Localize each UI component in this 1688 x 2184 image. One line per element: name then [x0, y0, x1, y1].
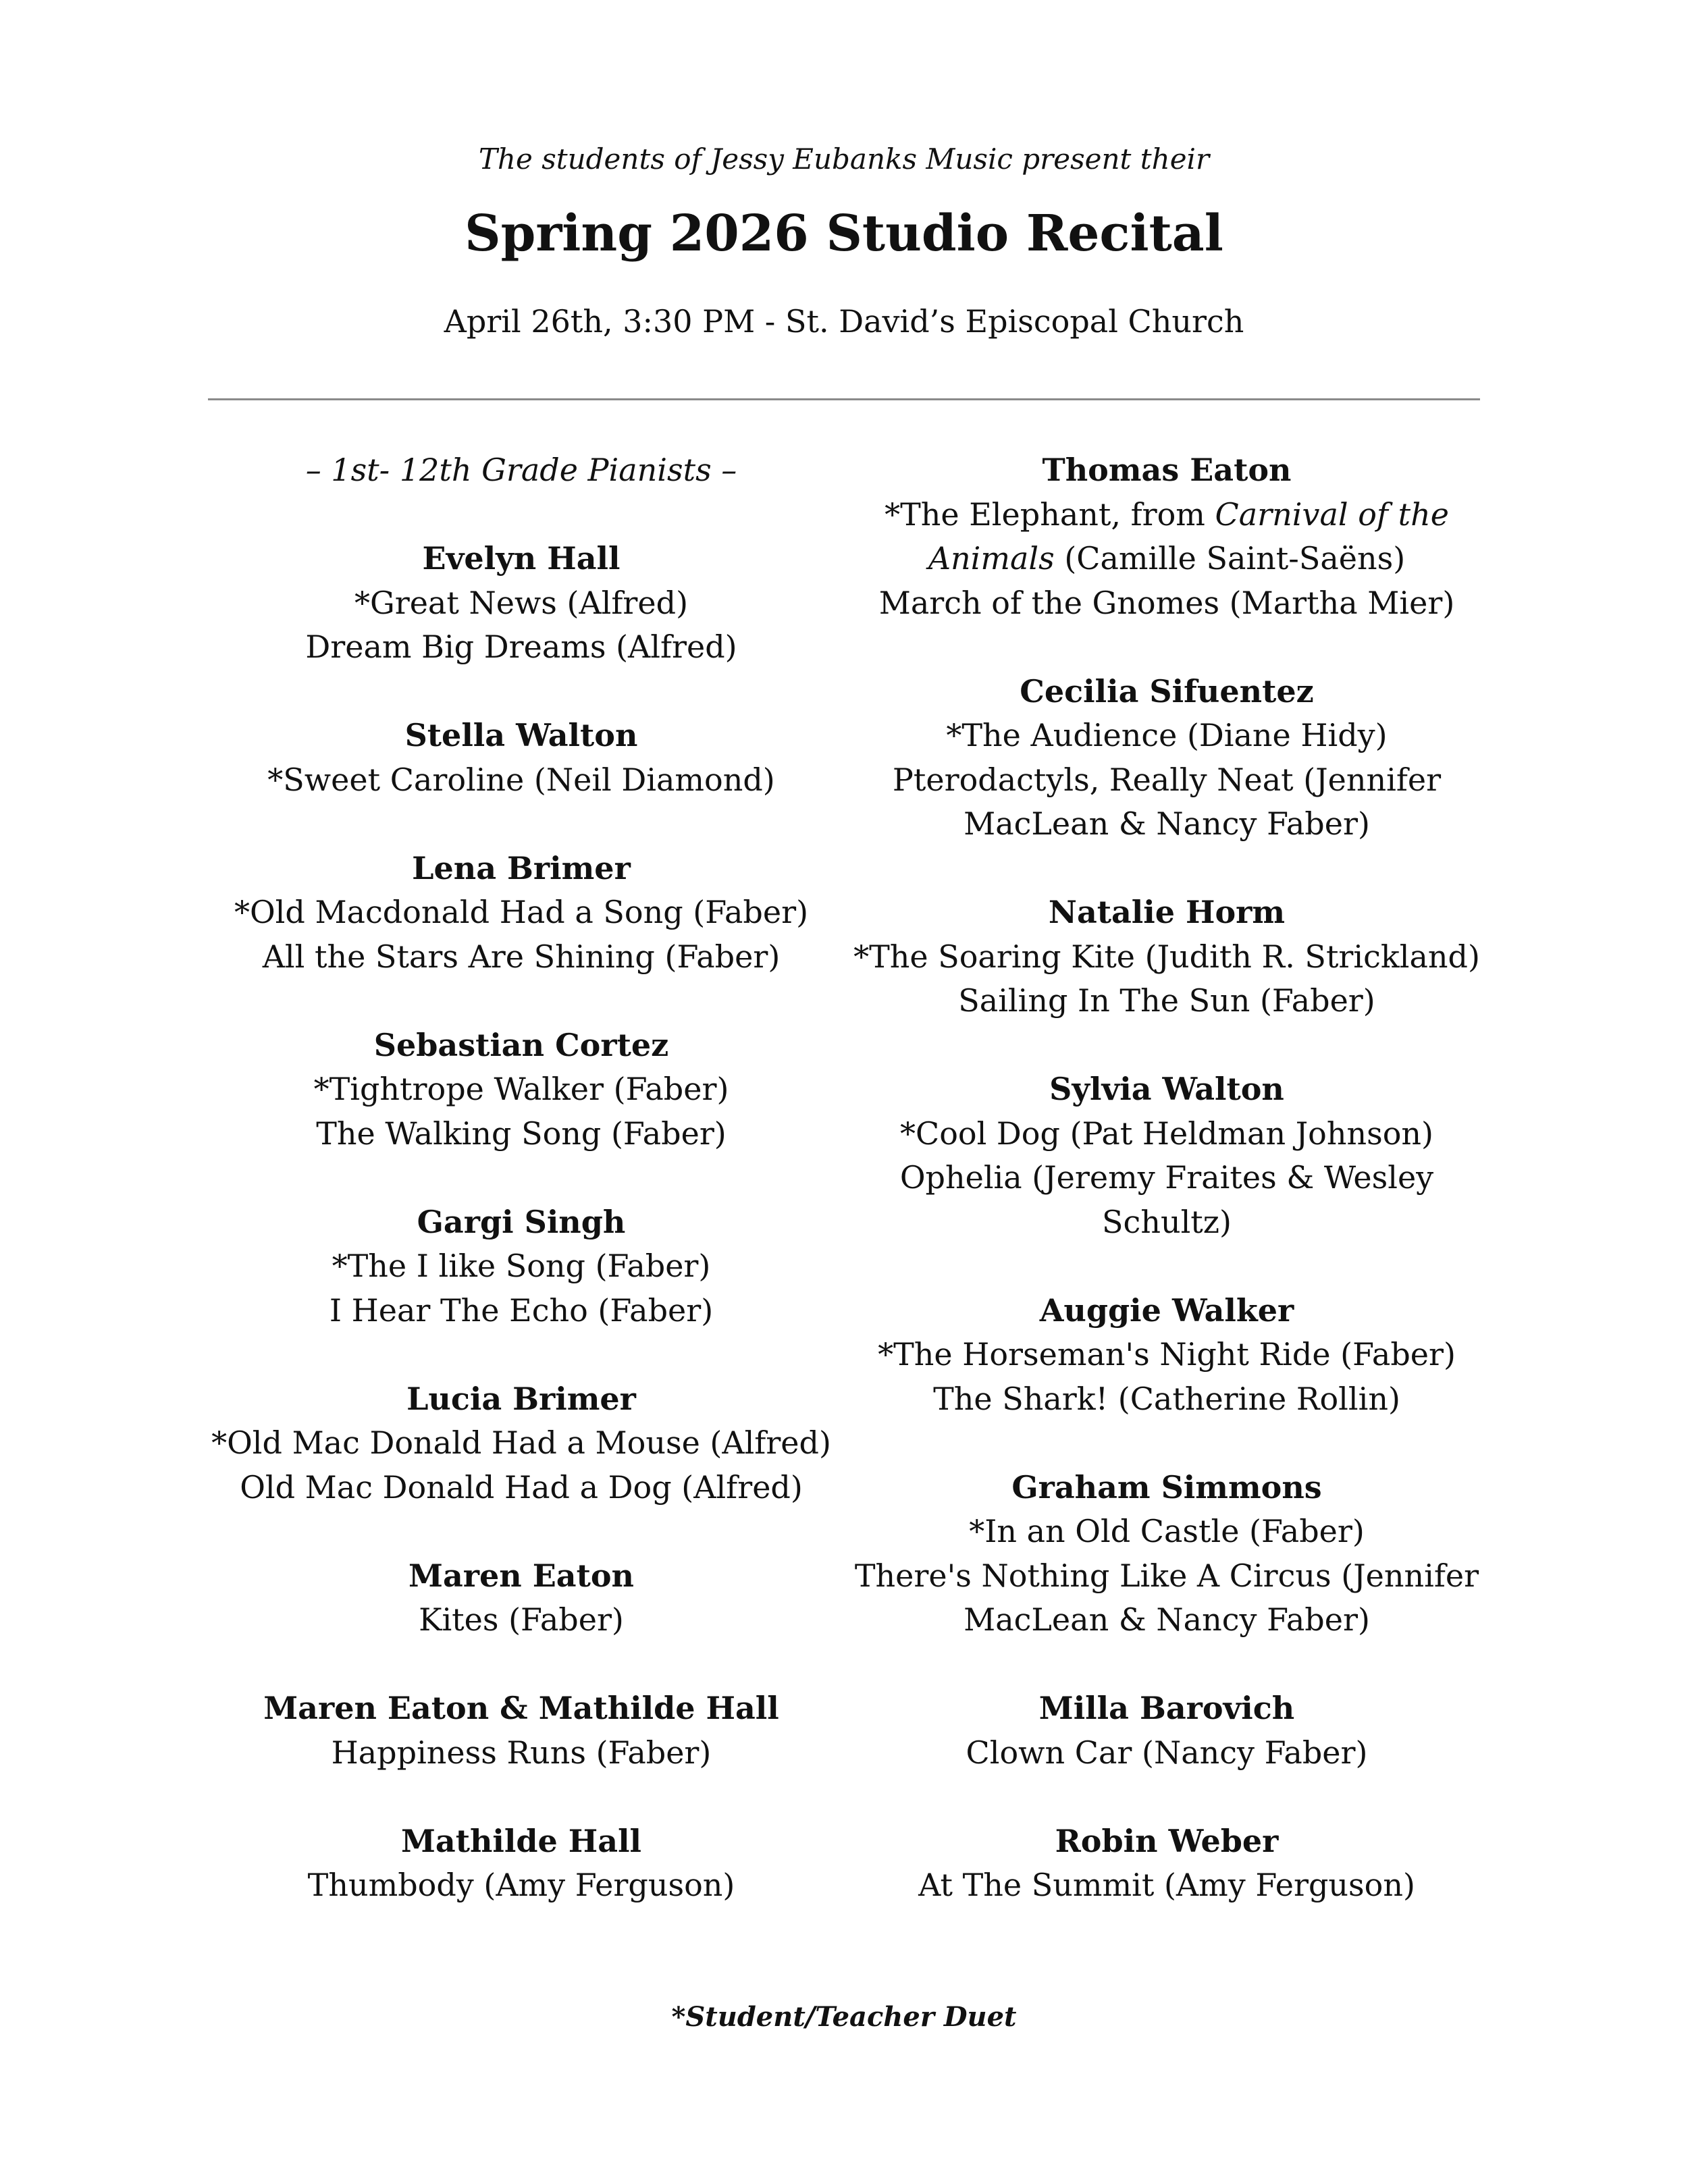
- header-divider: [208, 398, 1480, 400]
- piece-title: Kites (Faber): [419, 1601, 624, 1638]
- piece-title: Ophelia (Jeremy Fraites & Wesley Schultz): [899, 1159, 1434, 1240]
- piece-title: March of the Gnomes (Martha Mier): [878, 584, 1455, 621]
- right-program-column: [843, 448, 1491, 1908]
- program-entry: [843, 1067, 1491, 1244]
- performer-name: Natalie Horm: [1048, 894, 1286, 930]
- program-entry: [197, 1554, 845, 1643]
- piece-title: *The Audience (Diane Hidy): [946, 717, 1388, 753]
- piece-title-italic: Carnival of the Animals: [928, 496, 1449, 577]
- program-entry: [197, 1819, 845, 1908]
- piece-title: *Sweet Caroline (Neil Diamond): [267, 761, 775, 798]
- piece-title: All the Stars Are Shining (Faber): [262, 938, 781, 975]
- performer-name: Lucia Brimer: [406, 1380, 636, 1417]
- performer-name: Evelyn Hall: [422, 540, 621, 577]
- performer-name: Graham Simmons: [1011, 1468, 1322, 1506]
- performer-name: Sylvia Walton: [1049, 1071, 1284, 1107]
- piece-title: Thumbody (Amy Ferguson): [307, 1867, 735, 1903]
- program-entry: [843, 1289, 1491, 1422]
- performer-name: Sebastian Cortez: [373, 1026, 669, 1063]
- performer-name: Gargi Singh: [417, 1203, 626, 1240]
- piece-title: *The Soaring Kite (Judith R. Strickland): [853, 938, 1480, 975]
- performer-name: Thomas Eaton: [1042, 452, 1292, 488]
- left-program-column: [197, 448, 845, 1908]
- performer-name: Auggie Walker: [1039, 1291, 1294, 1329]
- program-entry: [197, 1023, 845, 1156]
- piece-title: Clown Car (Nancy Faber): [966, 1734, 1368, 1771]
- program-entry: [197, 847, 845, 980]
- piece-title-suffix: (Camille Saint-Saëns): [1054, 540, 1406, 577]
- piece-title: Dream Big Dreams (Alfred): [305, 629, 737, 665]
- program-entry: [197, 714, 845, 802]
- piece-title: *Great News (Alfred): [354, 584, 689, 621]
- piece-title: The Walking Song (Faber): [316, 1115, 727, 1152]
- program-entry: [197, 1377, 845, 1510]
- piece-title-prefix: *The Elephant, from: [885, 496, 1215, 533]
- piece-title: *The Horseman's Night Ride (Faber): [878, 1336, 1456, 1373]
- performer-name: Maren Eaton & Mathilde Hall: [263, 1690, 779, 1726]
- piece-title: I Hear The Echo (Faber): [329, 1291, 714, 1329]
- performer-name: Cecilia Sifuentez: [1020, 672, 1314, 710]
- performer-name: Lena Brimer: [412, 849, 631, 886]
- section-heading: – 1st- 12th Grade Pianists –: [305, 452, 737, 488]
- program-entry: [843, 1686, 1491, 1775]
- performer-name: Mathilde Hall: [400, 1822, 642, 1859]
- program-entry: [843, 890, 1491, 1023]
- piece-title: Happiness Runs (Faber): [331, 1734, 712, 1771]
- event-date-location: April 26th, 3:30 PM - St. David’s Episcopal Church: [444, 303, 1244, 340]
- program-subtitle: The students of Jessy Eubanks Music present their: [478, 142, 1210, 176]
- piece-title: *Old Macdonald Had a Song (Faber): [234, 894, 809, 930]
- performer-name: Milla Barovich: [1038, 1690, 1295, 1726]
- program-entry: [843, 1466, 1491, 1643]
- program-entry: [843, 1819, 1491, 1908]
- piece-title: *Old Mac Donald Had a Mouse (Alfred): [211, 1424, 831, 1461]
- performer-name: Robin Weber: [1055, 1822, 1279, 1859]
- piece-title: Sailing In The Sun (Faber): [958, 982, 1375, 1019]
- program-entry: [843, 670, 1491, 847]
- program-entry: [197, 537, 845, 670]
- piece-title: The Shark! (Catherine Rollin): [933, 1380, 1400, 1417]
- piece-title: Old Mac Donald Had a Dog (Alfred): [240, 1468, 803, 1506]
- piece-title: *Tightrope Walker (Faber): [313, 1071, 729, 1107]
- program-entry: [197, 1200, 845, 1333]
- program-entry: [843, 448, 1491, 625]
- performer-name: Stella Walton: [404, 717, 638, 753]
- piece-title: At The Summit (Amy Ferguson): [918, 1867, 1415, 1903]
- piece-title: Pterodactyls, Really Neat (Jennifer MacLean & Nancy Faber): [892, 761, 1442, 842]
- performer-name: Maren Eaton: [408, 1557, 634, 1594]
- piece-title: There's Nothing Like A Circus (Jennifer MacLean & Nancy Faber): [854, 1557, 1479, 1638]
- piece-title: *Cool Dog (Pat Heldman Johnson): [900, 1115, 1433, 1152]
- piece-title: [843, 493, 1491, 581]
- duet-footnote: *Student/Teacher Duet: [671, 2001, 1017, 2033]
- piece-title: *In an Old Castle (Faber): [969, 1513, 1365, 1549]
- program-title: Spring 2026 Studio Recital: [465, 205, 1223, 263]
- piece-title: *The I like Song (Faber): [332, 1248, 711, 1284]
- program-entry: [197, 1686, 845, 1775]
